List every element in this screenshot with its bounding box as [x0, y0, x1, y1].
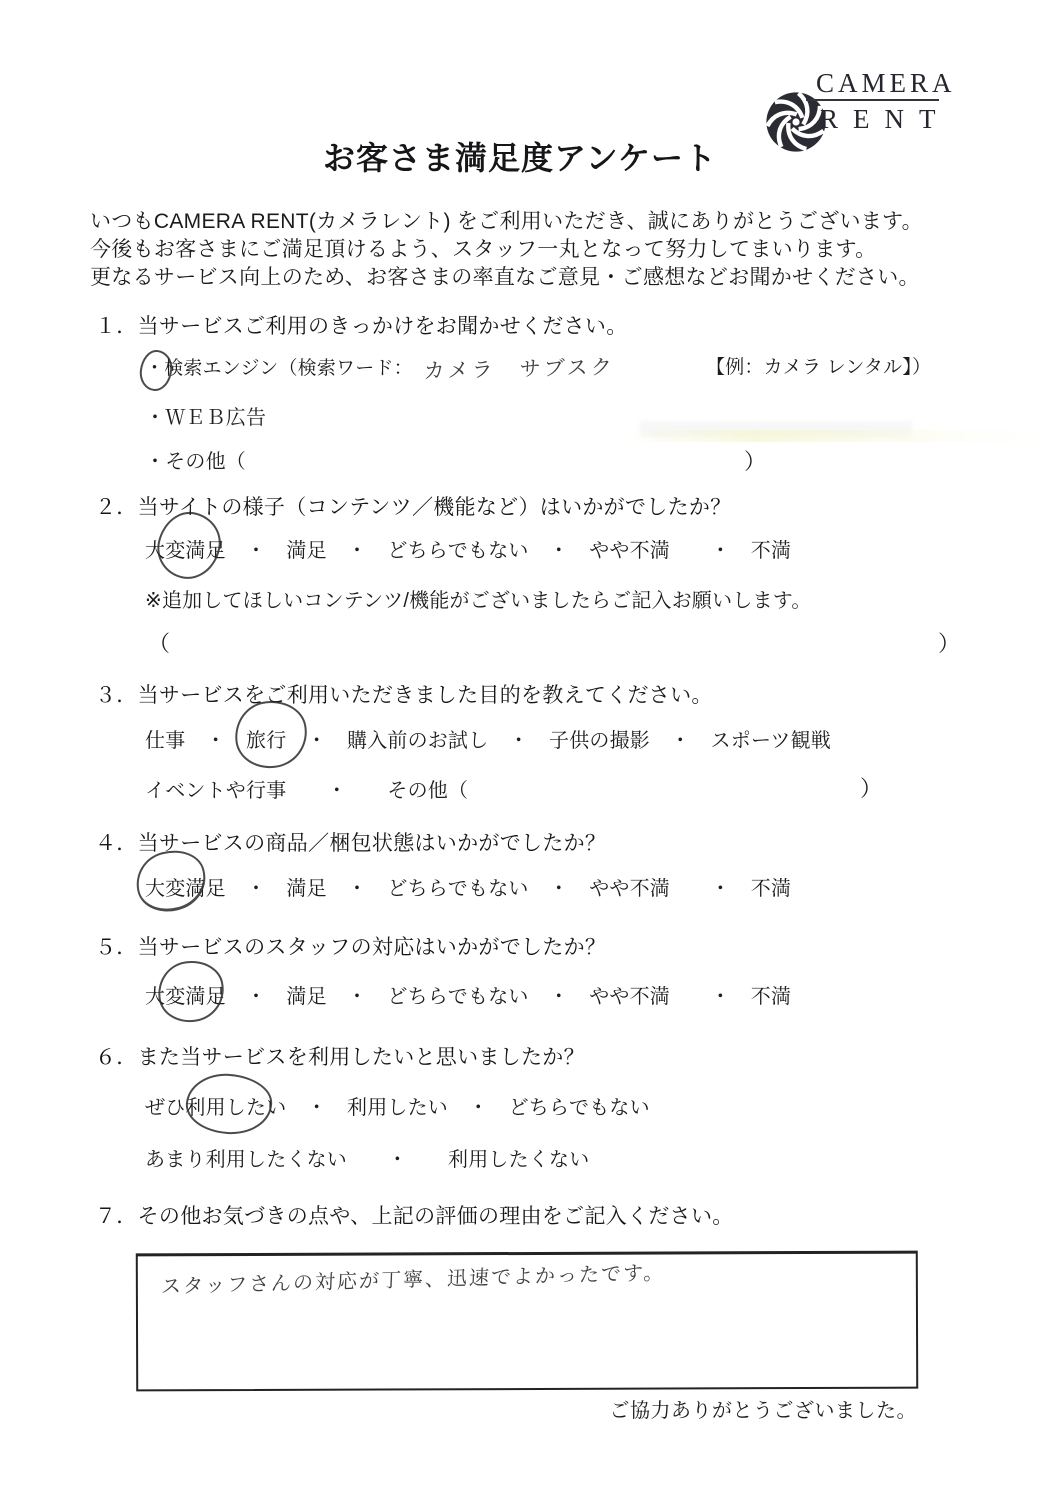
- pen-circle-q3-selection: [232, 697, 311, 771]
- camera-rent-logo: [746, 70, 812, 138]
- q2-note: ※追加してほしいコンテンツ/機能がございましたらご記入お願いします。: [145, 590, 812, 612]
- intro-line-3: 更なるサービス向上のため、お客さまの率直なご意見・ご感想などお聞かせください。: [90, 266, 920, 289]
- logo-divider-line: [806, 99, 939, 101]
- q5-options-row: 大変満足 ・ 満足 ・ どちらでもない ・ やや不満 ・ 不満: [145, 986, 792, 1008]
- q1-option-other: ・その他（: [145, 451, 246, 473]
- pen-circle-q1-selection: [138, 348, 174, 392]
- question-5-heading: ５．当サービスのスタッフの対応はいかがでしたか？: [95, 936, 607, 959]
- q3-options-row-1: 仕事 ・ 旅行 ・ 購入前のお試し ・ 子供の撮影 ・ スポーツ観戦: [145, 730, 831, 752]
- question-3-heading: ３．当サービスをご利用いただきました目的を教えてください。: [95, 684, 713, 707]
- scan-streak: [628, 430, 1052, 442]
- question-4-heading: ４．当サービスの商品／梱包状態はいかがでしたか？: [95, 832, 607, 855]
- q4-options-row: 大変満足 ・ 満足 ・ どちらでもない ・ やや不満 ・ 不満: [145, 878, 792, 900]
- q6-options-row-1: ぜひ利用したい ・ 利用したい ・ どちらでもない: [145, 1097, 650, 1119]
- page-title: お客さま満足度アンケート: [322, 140, 718, 176]
- question-7-heading: ７．その他お気づきの点や、上記の評価の理由をご記入ください。: [95, 1205, 734, 1228]
- q2-options-row: 大変満足 ・ 満足 ・ どちらでもない ・ やや不満 ・ 不満: [145, 540, 792, 562]
- question-6-heading: ６．また当サービスを利用したいと思いましたか？: [95, 1046, 585, 1069]
- question-1-heading: １．当サービスご利用のきっかけをお聞かせください。: [95, 315, 628, 338]
- q7-comment-handwriting: スタッフさんの対応が丁寧、迅速でよかったです。: [160, 1262, 666, 1299]
- intro-line-2: 今後もお客さまにご満足頂けるよう、スタッフ一丸となって努力してまいります。: [90, 238, 877, 261]
- question-2-heading: ２．当サイトの様子（コンテンツ／機能など）はいかがでしたか？: [95, 496, 732, 519]
- pen-circle-q5-selection: [154, 957, 228, 1027]
- closing-thanks: ご協力ありがとうございました。: [609, 1400, 917, 1422]
- q2-free-text-open-paren: （: [148, 631, 171, 656]
- q1-search-word-handwriting: カメラ サブスク: [423, 355, 616, 384]
- q1-option-web-ad: ・ＷＥＢ広告: [145, 407, 267, 429]
- q3-other-close-paren: ）: [860, 776, 883, 801]
- q1-option-search-engine: ・検索エンジン（検索ワード：: [145, 358, 413, 379]
- comment-box: [136, 1251, 918, 1392]
- intro-line-1: いつもCAMERA RENT(カメラレント) をご利用いただき、誠にありがとうございます。: [90, 210, 923, 233]
- q3-options-row-2: イベントや行事 ・ その他（: [145, 780, 469, 802]
- q2-free-text-close-paren: ）: [938, 631, 961, 656]
- q1-other-close-paren: ）: [744, 449, 767, 474]
- logo-text-camera: CAMERA: [816, 68, 956, 98]
- q1-search-example: 【例：カメラ レンタル】）: [706, 357, 932, 378]
- logo-text-rent: RENT: [820, 104, 951, 134]
- q6-options-row-2: あまり利用したくない ・ 利用したくない: [145, 1149, 590, 1171]
- pen-circle-q6-selection: [184, 1071, 274, 1137]
